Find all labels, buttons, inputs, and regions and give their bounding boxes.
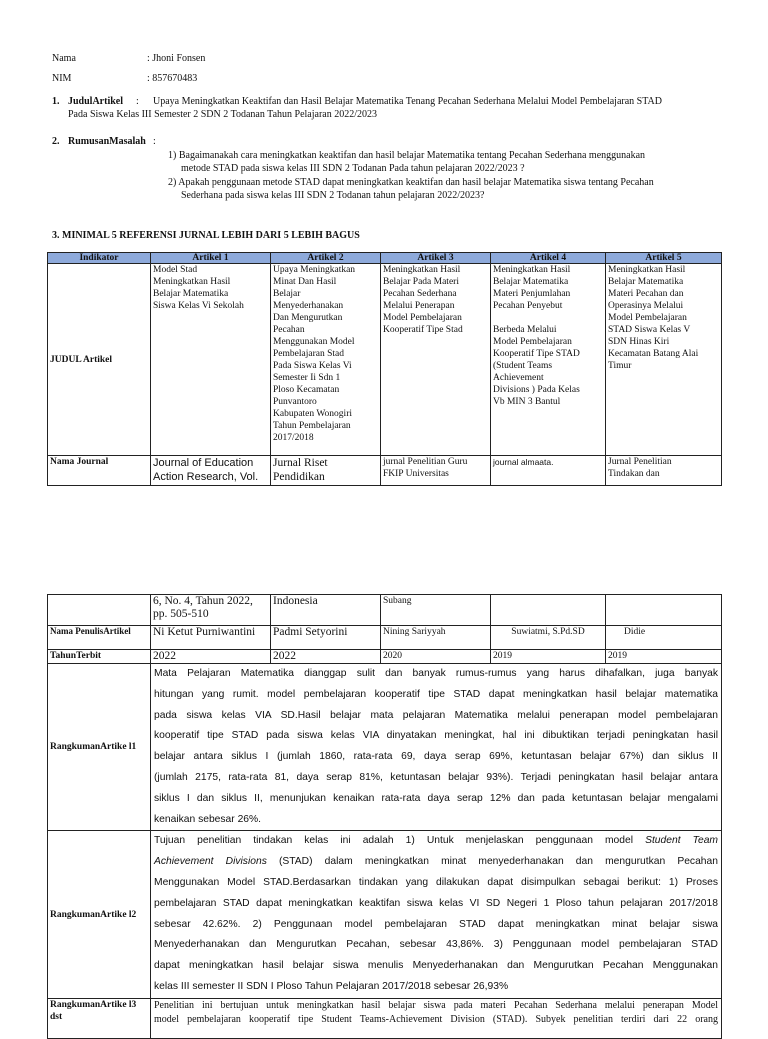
text-line: kooperatif tipe STAD pada siswa kelas VIA dinyatakan meningkat, hal ini dibuktikan terjadi peningkatan hasil: [154, 730, 718, 742]
header-artikel-1: Artikel 1: [151, 253, 271, 264]
summary-1-label: RangkumanArtike l1: [48, 664, 151, 831]
journal-row: [48, 456, 722, 486]
author-row: [48, 626, 722, 650]
judul-label: JUDUL Artikel: [48, 264, 151, 456]
text-line: Menggunakan Model: [273, 337, 355, 347]
text-line: Vb MIN 3 Bantul: [493, 397, 561, 407]
journal-cont-artikel-1: [151, 595, 271, 626]
problem-1-line2: metode STAD pada siswa kelas III SDN 2 Todanan Pada tahun pelajaran 2022/2023 ?: [181, 163, 525, 174]
journal-cont-artikel-2: [271, 595, 381, 626]
text-line: Meningkatkan Hasil: [493, 265, 571, 275]
text-line: model pembelajaran kooperatif tipe Student Teams-Achievement Division (STAD). Subyek penelitian terdiri dari 22 orang: [154, 1013, 718, 1025]
summary-row-1: [48, 664, 722, 831]
table-header-row: [48, 253, 722, 264]
text-line: 6, No. 4, Tahun 2022,: [153, 595, 253, 607]
summary-2-text: [151, 831, 722, 998]
judul-row: [48, 264, 722, 456]
year-artikel-5: 2019: [606, 650, 722, 664]
text-line: SDN Hinas Kiri: [608, 337, 670, 347]
problem-1-line1: 1) Bagaimanakah cara meningkatkan keaktifan dan hasil belajar Matematika tentang Pecahan Sederhana menggunakan: [168, 150, 646, 161]
text-line: Subang: [383, 596, 412, 606]
text-line: Belajar Matematika: [608, 277, 684, 287]
text-line: Jurnal Riset: [273, 457, 328, 469]
header-indikator: Indikator: [48, 253, 151, 264]
text-line: Materi Pecahan dan: [608, 289, 684, 299]
text-line: Upaya Meningkatkan: [273, 265, 356, 275]
journal-cont-artikel-4: [491, 595, 606, 626]
year-label: TahunTerbit: [48, 650, 151, 664]
text-line: Achievement: [493, 373, 544, 383]
text-line: Jurnal Penelitian: [608, 457, 672, 467]
text-line: (Student Teams: [493, 361, 553, 371]
summary-3-text: [151, 998, 722, 1038]
text-line: FKIP Universitas: [383, 469, 449, 479]
text-line: Mata Pelajaran Matematika dianggap sulit dan banyak rumus-rumus yang harus dihafalkan, juga banyak: [154, 668, 718, 679]
text-line: sebesar 42.62%. 2) Penggunaan model pembelajaran STAD dapat meningkatkan minat belajar siswa: [154, 918, 718, 930]
article-title-line1: Upaya Meningkatkan Keaktifan dan Hasil Belajar Matematika Tenang Pecahan Sederhana Melalui Model Pembelajaran STAD: [153, 96, 662, 107]
year-artikel-2: 2022: [271, 650, 381, 664]
text-line: Tujuan penelitian tindakan kelas ini adalah 1) Untuk menjelaskan penggunaan model Student Team: [154, 835, 718, 847]
text-line: Belajar Matematika: [493, 277, 569, 287]
section3-title: 3. MINIMAL 5 REFERENSI JURNAL LEBIH DARI 5 LEBIH BAGUS: [52, 230, 360, 241]
text-line: pp. 505-510: [153, 608, 209, 620]
text-line: Semester Ii Sdn 1: [273, 373, 341, 383]
author-artikel-1: Ni Ketut Purniwantini: [151, 626, 271, 650]
text-line: Journal of Education: [153, 457, 254, 469]
journal-cont-artikel-3: [381, 595, 491, 626]
text-line: Pecahan Penyebut: [493, 301, 563, 311]
text-line: pembelajaran STAD dapat meningkatkan keaktifan siswa kelas VI SD Negeri 1 Ploso tahun pelajaran 2017/2018: [154, 897, 718, 909]
problem-2-line2: Sederhana pada siswa kelas III SDN 2 Todanan tahun pelajaran 2022/2023?: [181, 190, 485, 201]
text-line: Dan Mengurutkan: [273, 313, 343, 323]
text-line: Model Pembelajaran: [383, 313, 462, 323]
text-line: belajar antara siklus I (jumlah 1860, rata-rata 69, daya serap 69%, ketuntasan belajar 67%) dan siklus II: [154, 751, 718, 763]
text-line: Belajar Pada Materi: [383, 277, 459, 287]
journal-artikel-1: [151, 456, 271, 486]
text-line: hitungan yang rumit. model pembelajaran kooperatif tipe STAD dapat meningkatkan hasil belajar matematika: [154, 688, 718, 700]
text-line: Achievement Divisions (STAD) dalam meningkatkan minat menyederhanakan dan mengurutkan Pecahan: [154, 856, 718, 868]
text-line: Meningkatkan Hasil: [608, 265, 686, 275]
header-artikel-2: Artikel 2: [271, 253, 381, 264]
text-line: Ploso Kecamatan: [273, 385, 340, 395]
text-line: Kooperatif Tipe STAD: [493, 349, 580, 359]
summary-1-text: [151, 664, 722, 831]
header-artikel-4: Artikel 4: [491, 253, 606, 264]
judul-artikel-5: [606, 264, 722, 456]
judul-artikel-2: [271, 264, 381, 456]
journal-continued-row: [48, 595, 722, 626]
text-line: [493, 312, 603, 324]
text-line: kelas III semester II SDN I Ploso Tahun Pelajaran 2017/2018 sebesar 26,93%: [154, 980, 509, 992]
year-artikel-4: 2019: [491, 650, 606, 664]
nim-value: : 857670483: [147, 73, 198, 84]
text-line: kenaikan sebesar 26%.: [154, 813, 262, 825]
nim-label: NIM: [52, 73, 72, 84]
text-line: Pada Siswa Kelas Vi: [273, 361, 352, 371]
section2-number: 2.: [52, 136, 60, 147]
text-line: [608, 595, 719, 607]
section2-label: RumusanMasalah: [68, 136, 146, 147]
text-line: siklus I dan siklus II, menunjukan kenaikan rata-rata daya serap 12% dan pada ketuntasan belajar mengalami: [154, 792, 718, 804]
text-line: STAD Siswa Kelas V: [608, 325, 691, 335]
text-line: Materi Penjumlahan: [493, 289, 571, 299]
summary-row-3: [48, 998, 722, 1038]
year-artikel-3: 2020: [381, 650, 491, 664]
text-line: Tahun Pembelajaran: [273, 421, 351, 431]
journal-continued-label: [48, 595, 151, 626]
text-line: dapat meningkatkan hasil belajar siswa menulis Menyederhanakan dan Mengurutkan Pecahan Menggunakan: [154, 960, 718, 972]
header-artikel-3: Artikel 3: [381, 253, 491, 264]
text-line: Divisions ) Pada Kelas: [493, 385, 580, 395]
year-row: [48, 650, 722, 664]
text-line: Kooperatif Tipe Stad: [383, 325, 463, 335]
section1-number: 1.: [52, 96, 60, 107]
problem-2-line1: 2) Apakah penggunaan metode STAD dapat meningkatkan keaktifan dan hasil belajar Matematika siswa tentang Pecahan: [168, 177, 654, 188]
text-line: Tindakan dan: [608, 469, 660, 479]
summary-2-label: RangkumanArtike l2: [48, 831, 151, 998]
text-line: Meningkatkan Hasil: [383, 265, 461, 275]
text-line: Pecahan: [273, 325, 305, 335]
name-value: : Jhoni Fonsen: [147, 53, 206, 64]
text-line: Belajar: [273, 289, 301, 299]
reference-table-part1: [47, 252, 722, 486]
reference-table-part2: [47, 594, 722, 1039]
journal-artikel-4: [491, 456, 606, 486]
text-line: Minat Dan Hasil: [273, 277, 337, 287]
text-line: Pecahan Sederhana: [383, 289, 457, 299]
text-line: Penelitian ini bertujuan untuk meningkatkan hasil belajar siswa pada materi Pecahan Sederhana melalui penerapan Model: [154, 999, 718, 1011]
text-line: Melalui Penerapan: [383, 301, 455, 311]
author-artikel-4: Suwiatmi, S.Pd.SD: [491, 626, 606, 650]
section2-colon: :: [153, 136, 156, 147]
summary-3-label: RangkumanArtike l3 dst: [48, 998, 151, 1038]
text-line: Model Pembelajaran: [493, 337, 572, 347]
text-line: Pendidikan: [273, 471, 325, 483]
text-line: Menyederhanakan: [273, 301, 344, 311]
text-line: (jumlah 2175, rata-rata 81, daya serap 81%, ketuntasan belajar 93%). Terjadi peningkatan hasil belajar antara: [154, 771, 718, 783]
header-artikel-5: Artikel 5: [606, 253, 722, 264]
text-line: Indonesia: [273, 595, 318, 607]
section1-colon: :: [136, 96, 139, 107]
year-artikel-1: 2022: [151, 650, 271, 664]
text-line: jurnal Penelitian Guru: [383, 457, 468, 467]
text-line: Kabupaten Wonogiri: [273, 409, 353, 419]
text-line: Action Research, Vol.: [153, 471, 259, 483]
text-line: Punvantoro: [273, 397, 317, 407]
text-line: Berbeda Melalui: [493, 325, 557, 335]
text-line: Menyederhanakan dan Mengurutkan Pecahan, sebesar 43,86%. 3) Penggunaan model pembelajaran STAD: [154, 939, 718, 951]
text-line: 2017/2018: [273, 433, 314, 443]
judul-artikel-3: [381, 264, 491, 456]
author-artikel-3: Nining Sariyyah: [381, 626, 491, 650]
text-line: journal almaata.: [493, 457, 554, 467]
text-line: Operasinya Melalui: [608, 301, 684, 311]
text-line: [493, 595, 603, 607]
text-line: Timur: [608, 361, 632, 371]
text-line: Belajar Matematika: [153, 289, 229, 299]
text-line: Siswa Kelas Vi Sekolah: [153, 301, 244, 311]
text-line: Menggunakan Model STAD.Berdasarkan tindakan yang dilakukan dapat disimpulkan sebagai berikut: 1) Proses: [154, 876, 718, 888]
text-line: Model Pembelajaran: [608, 313, 687, 323]
author-artikel-2: Padmi Setyorini: [271, 626, 381, 650]
judul-artikel-1: [151, 264, 271, 456]
journal-artikel-5: [606, 456, 722, 486]
text-line: Model Stad: [153, 265, 198, 275]
author-label: Nama PenulisArtikel: [48, 626, 151, 650]
text-line: Pembelajaran Stad: [273, 349, 344, 359]
summary-row-2: [48, 831, 722, 998]
journal-label: Nama Journal: [48, 456, 151, 486]
text-line: Meningkatkan Hasil: [153, 277, 231, 287]
author-artikel-5: Didie: [606, 626, 722, 650]
section1-label: JudulArtikel: [68, 96, 124, 107]
judul-artikel-4: [491, 264, 606, 456]
text-line: pada siswa kelas VIA SD.Hasil belajar mata pelajaran Matematika melalui penerapan model pembelajaran: [154, 709, 718, 721]
article-title-line2: Pada Siswa Kelas III Semester 2 SDN 2 Todanan Tahun Pelajaran 2022/2023: [68, 109, 378, 120]
text-line: Kecamatan Batang Alai: [608, 349, 699, 359]
name-label: Nama: [52, 53, 76, 64]
journal-artikel-2: [271, 456, 381, 486]
journal-cont-artikel-5: [606, 595, 722, 626]
journal-artikel-3: [381, 456, 491, 486]
